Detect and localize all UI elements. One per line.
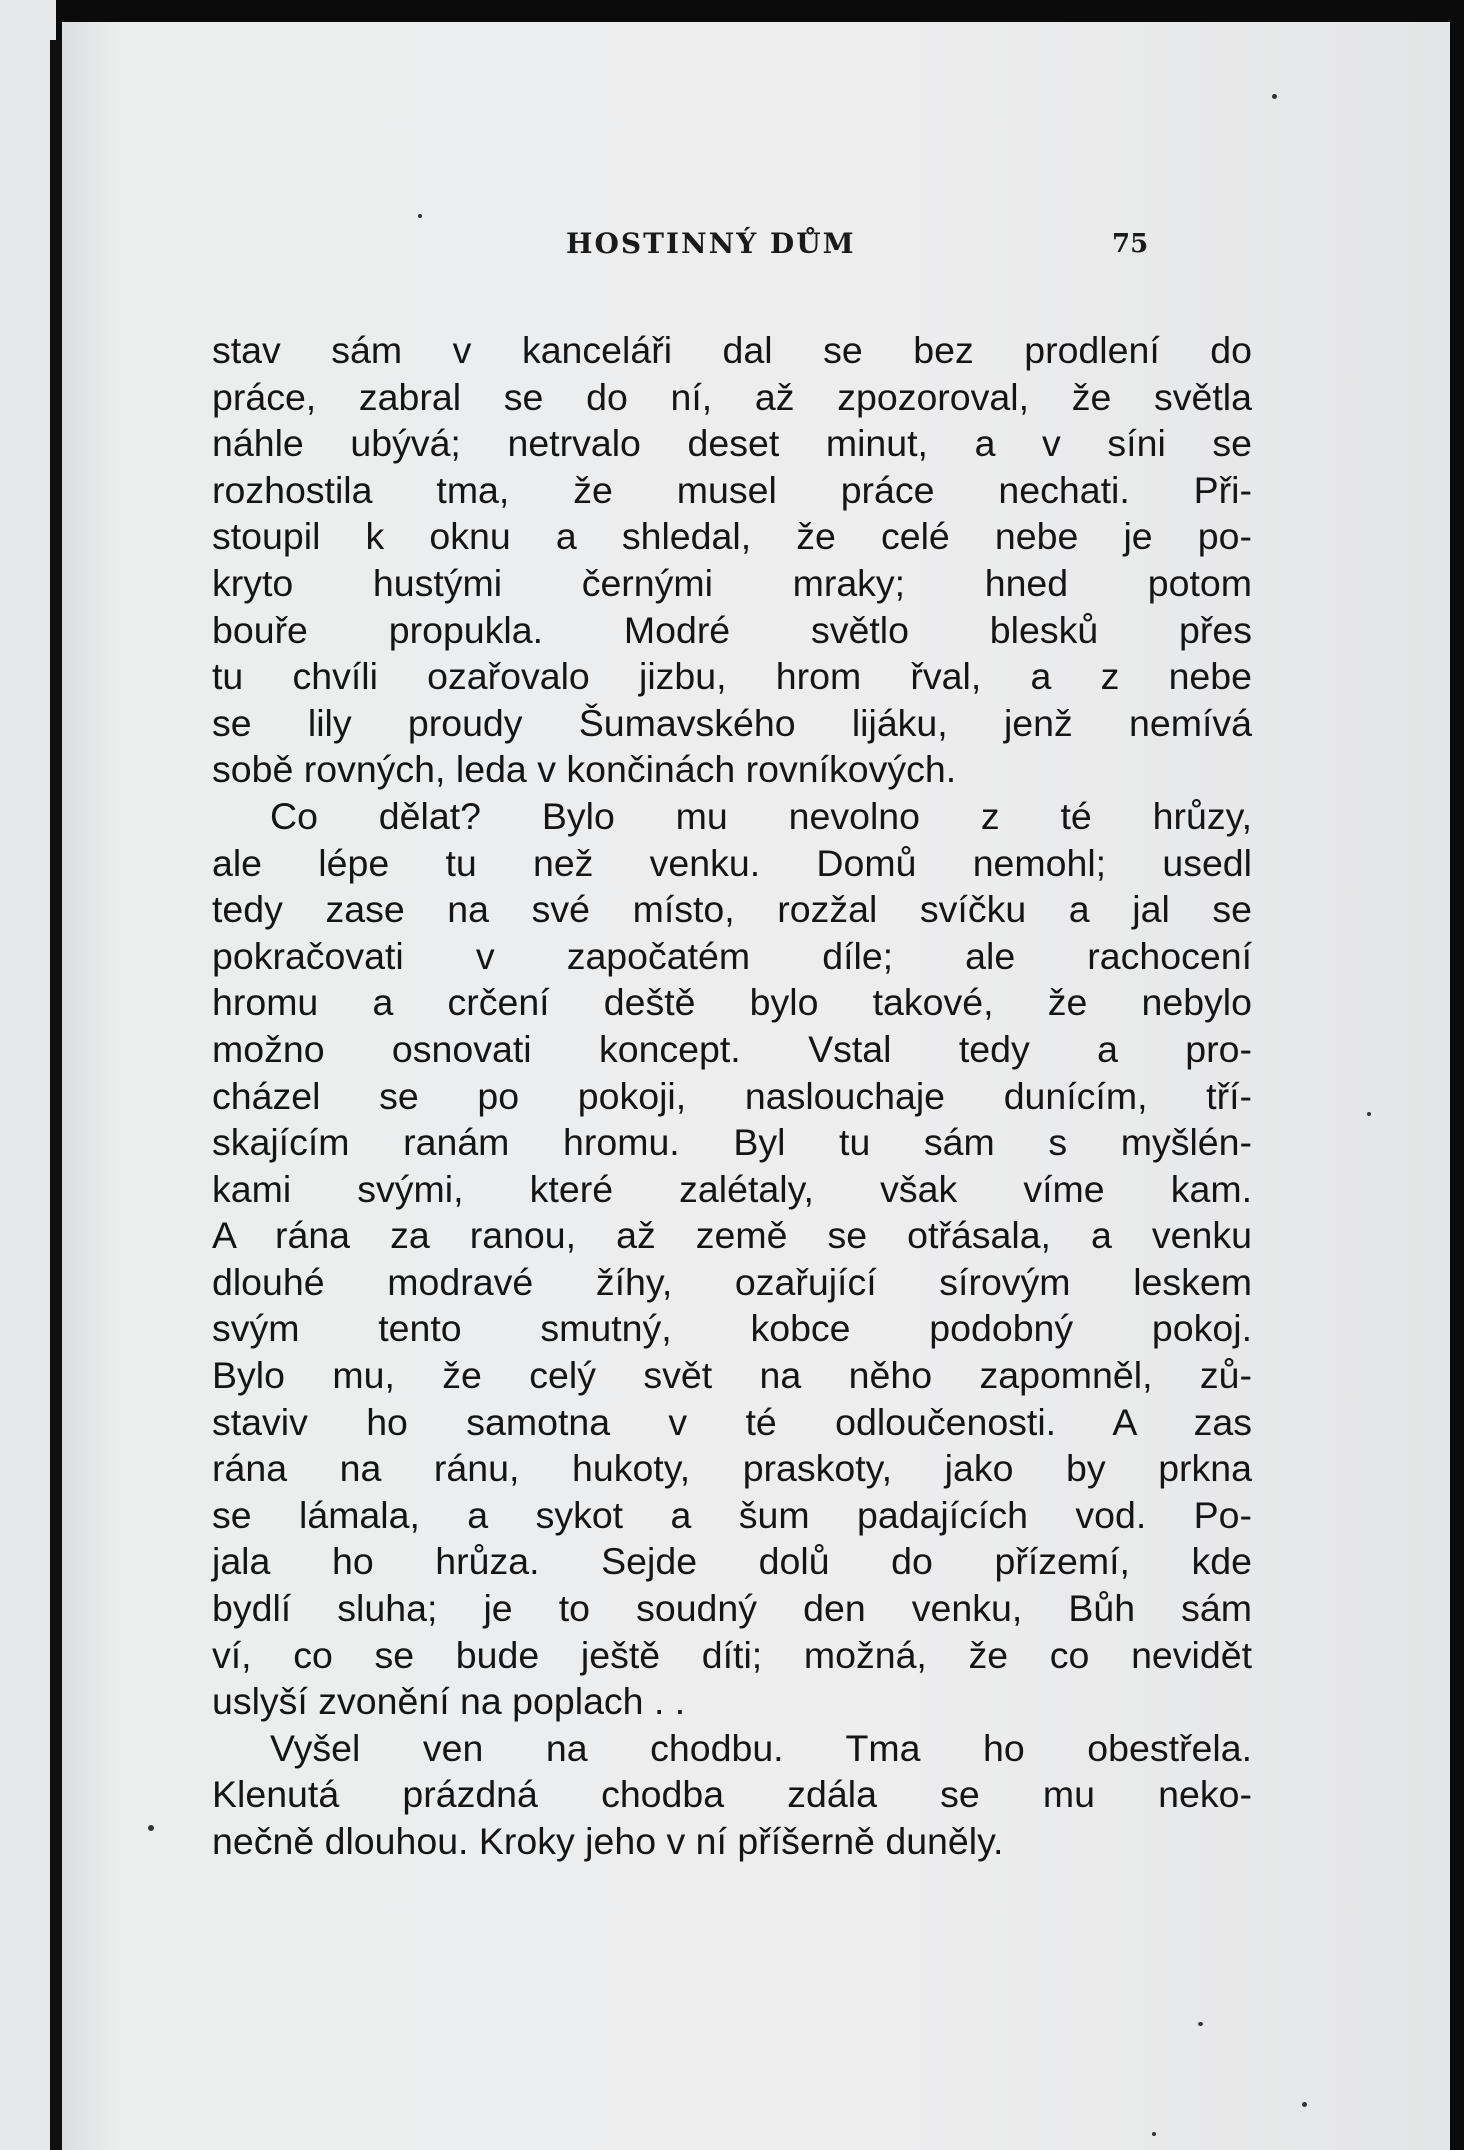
text-line: sobě rovných, leda v končinách rovníkových. [212, 748, 957, 791]
text-line: náhle ubývá; netrvalo deset minut, a v síni se [212, 422, 1252, 465]
text-line: bouře propukla. Modré světlo blesků přes [212, 608, 1252, 651]
text-line: uslyší zvonění na poplach . . [212, 1680, 686, 1723]
book-page [62, 22, 1450, 2150]
paper-speck [148, 1825, 154, 1831]
text-line: nečně dlouhou. Kroky jeho v ní příšerně duněly. [212, 1820, 1004, 1862]
text-line: ale lépe tu než venku. Domů nemohl; usedl [212, 841, 1252, 884]
text-line: svým tento smutný, kobce podobný pokoj. [212, 1307, 1252, 1350]
body-text [212, 327, 1252, 1865]
text-line: se lily proudy Šumavského lijáku, jenž nemívá [212, 701, 1252, 744]
text-line: Vyšel ven na chodbu. Tma ho obestřela. [270, 1726, 1252, 1769]
text-line: práce, zabral se do ní, až zpozoroval, že světla [212, 375, 1252, 418]
text-line: ví, co se bude ještě díti; možná, že co nevidět [212, 1633, 1252, 1676]
text-line: tedy zase na své místo, rozžal svíčku a jal se [212, 888, 1252, 931]
page-number: 75 [1112, 229, 1149, 259]
text-line: rozhostila tma, že musel práce nechati. Při- [212, 468, 1252, 511]
text-line: kami svými, které zalétaly, však víme kam. [212, 1167, 1252, 1210]
text-line: tu chvíli ozařovalo jizbu, hrom řval, a z nebe [212, 655, 1252, 698]
text-line: staviv ho samotna v té odloučenosti. A zas [212, 1400, 1252, 1443]
text-line: stav sám v kanceláři dal se bez prodlení do [212, 329, 1252, 371]
text-line: možno osnovati koncept. Vstal tedy a pro- [212, 1027, 1252, 1070]
binding-shadow [50, 40, 62, 2150]
text-line: cházel se po pokoji, naslouchaje dunícím, tří- [212, 1074, 1252, 1117]
text-line: se lámala, a sykot a šum padajících vod. Po- [212, 1493, 1252, 1536]
text-line: jala ho hrůza. Sejde dolů do přízemí, kde [212, 1540, 1252, 1583]
page-header [62, 227, 1450, 267]
text-line: kryto hustými černými mraky; hned potom [212, 561, 1252, 604]
paper-speck [1152, 2132, 1156, 2136]
paper-speck [1198, 2022, 1203, 2026]
text-line: stoupil k oknu a shledal, že celé nebe je po- [212, 515, 1252, 558]
text-line: bydlí sluha; je to soudný den venku, Bůh sám [212, 1587, 1252, 1630]
facing-page-edge [0, 0, 56, 2150]
paper-speck [418, 214, 422, 218]
paper-speck [1302, 2102, 1307, 2107]
text-line: skajícím ranám hromu. Byl tu sám s myšlén- [212, 1121, 1252, 1164]
text-line: A rána za ranou, až země se otřásala, a venku [212, 1214, 1252, 1257]
text-line: Co dělat? Bylo mu nevolno z té hrůzy, [270, 794, 1252, 837]
text-line: Klenutá prázdná chodba zdála se mu neko- [212, 1773, 1252, 1816]
text-line: Bylo mu, že celý svět na něho zapomněl, zů- [212, 1354, 1252, 1397]
running-title: HOSTINNÝ DŮM [566, 227, 856, 260]
text-line: rána na ránu, hukoty, praskoty, jako by prkna [212, 1447, 1252, 1490]
text-line: dlouhé modravé žíhy, ozařující sírovým leskem [212, 1260, 1252, 1303]
paper-speck [1367, 1112, 1371, 1116]
text-line: hromu a crčení deště bylo takové, že nebylo [212, 981, 1252, 1024]
text-line: pokračovati v započatém díle; ale rachocení [212, 934, 1252, 977]
paper-speck [1272, 94, 1277, 99]
